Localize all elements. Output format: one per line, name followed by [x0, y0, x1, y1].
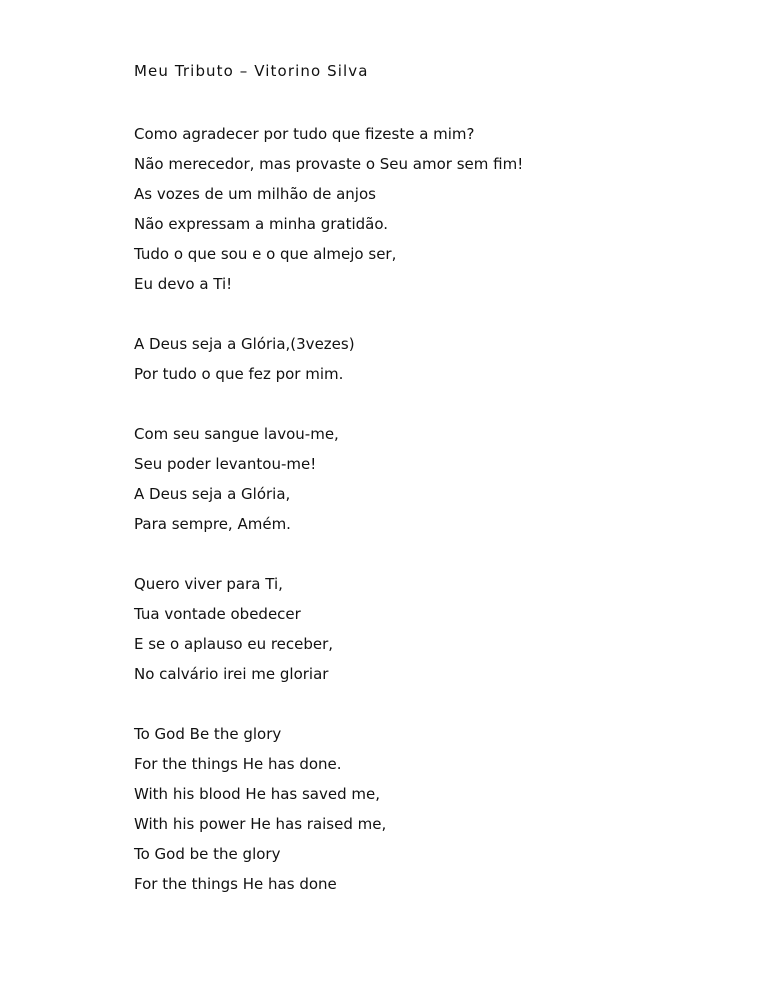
lyric-line: Quero viver para Ti,	[134, 575, 283, 593]
lyric-line: Não expressam a minha gratidão.	[134, 215, 389, 233]
stanza-2	[134, 329, 523, 389]
lyric-line: Tua vontade obedecer	[134, 605, 301, 623]
stanza-3	[134, 419, 523, 539]
document-title: Meu Tributo – Vitorino Silva	[134, 62, 369, 80]
lyric-line: Não merecedor, mas provaste o Seu amor sem fim!	[134, 155, 524, 173]
lyric-line: Eu devo a Ti!	[134, 275, 233, 293]
lyric-line: With his power He has raised me,	[134, 815, 387, 833]
lyrics-body	[134, 119, 523, 899]
lyric-line: To God be the glory	[134, 845, 281, 863]
lyric-line: A Deus seja a Glória,(3vezes)	[134, 335, 355, 353]
lyric-line: For the things He has done	[134, 875, 337, 893]
stanza-4	[134, 569, 523, 689]
lyric-line: Seu poder levantou-me!	[134, 455, 317, 473]
lyric-line: As vozes de um milhão de anjos	[134, 185, 376, 203]
lyric-line: For the things He has done.	[134, 755, 342, 773]
lyric-line: With his blood He has saved me,	[134, 785, 380, 803]
lyric-line: To God Be the glory	[134, 725, 282, 743]
lyric-line: A Deus seja a Glória,	[134, 485, 291, 503]
lyric-line: Por tudo o que fez por mim.	[134, 365, 344, 383]
lyric-line: Tudo o que sou e o que almejo ser,	[134, 245, 397, 263]
stanza-1	[134, 119, 523, 299]
lyric-line: E se o aplauso eu receber,	[134, 635, 334, 653]
stanza-5	[134, 719, 523, 899]
lyric-line: Para sempre, Amém.	[134, 515, 291, 533]
lyric-line: Com seu sangue lavou-me,	[134, 425, 339, 443]
lyric-line: Como agradecer por tudo que fizeste a mim?	[134, 125, 475, 143]
lyric-line: No calvário irei me gloriar	[134, 665, 329, 683]
